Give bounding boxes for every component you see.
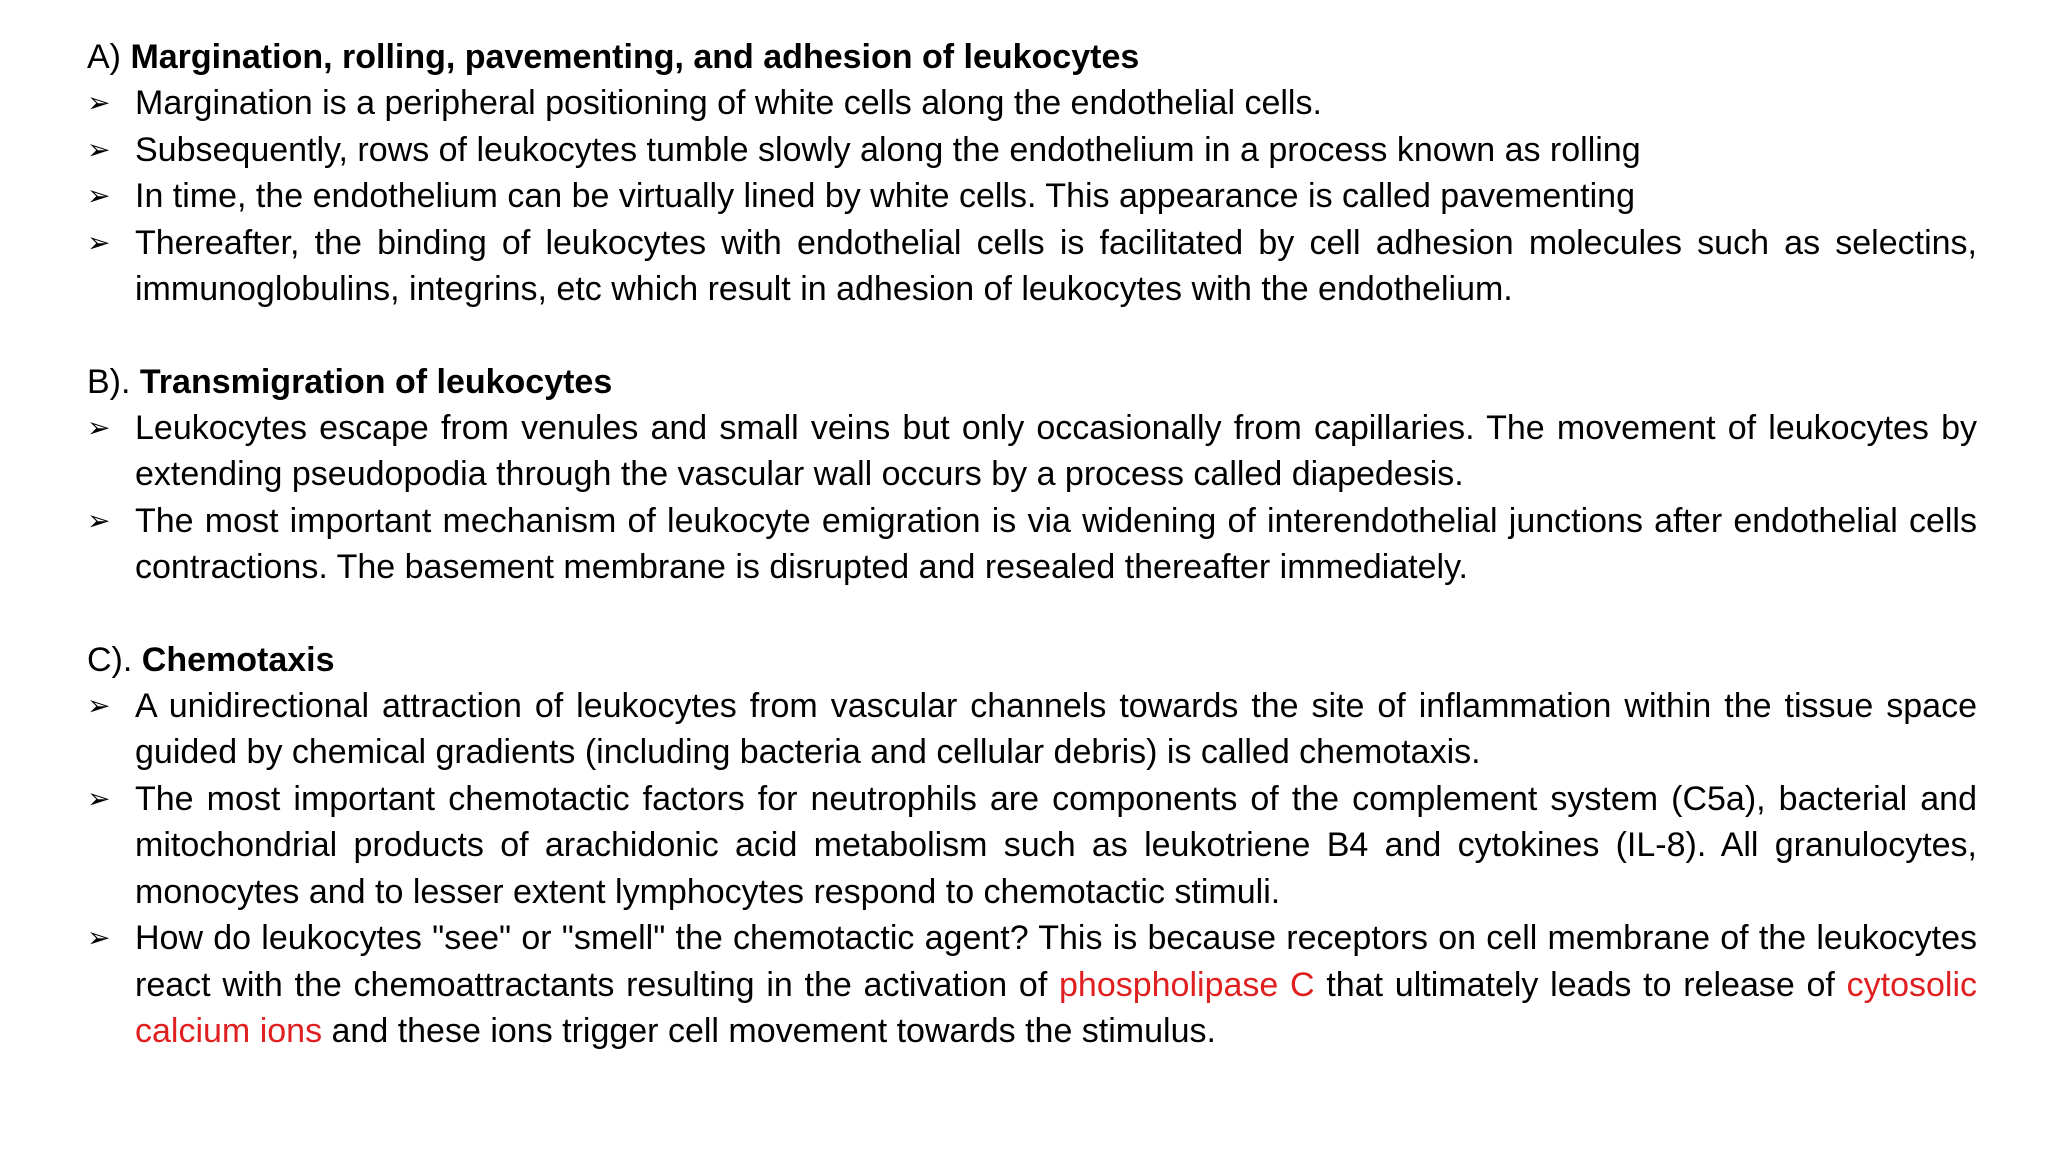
bullet-item <box>87 173 1977 220</box>
bullet-item <box>87 80 1977 127</box>
section-heading <box>87 359 1977 405</box>
section-prefix: B). <box>87 362 140 401</box>
bullet-list <box>87 683 1977 1055</box>
bullet-text: Thereafter, the binding of leukocytes with endothelial cells is facilitated by cell adhesion molecules such as selectins, immunoglobulins, integrins, etc which result in adhesion of leukocytes with the endothelium. <box>135 223 1977 308</box>
section-title: Transmigration of leukocytes <box>139 362 613 401</box>
arrowhead-bullet-icon: ➢ <box>87 87 111 118</box>
arrowhead-bullet-icon: ➢ <box>87 689 111 721</box>
bullet-item <box>87 405 1977 498</box>
bullet-text: A unidirectional attraction of leukocytes from vascular channels towards the site of inflammation within the tissue space guided by chemical gradients (including bacteria and cellular debris) is called chemotaxis. <box>135 686 1977 771</box>
arrowhead-bullet-icon: ➢ <box>87 133 111 165</box>
section-heading <box>87 34 1977 80</box>
bullet-item <box>87 220 1977 313</box>
bullet-text-part: that ultimately leads to release of <box>1314 965 1847 1004</box>
bullet-item <box>87 498 1977 591</box>
slide-content <box>87 34 1977 1055</box>
bullet-text: Leukocytes escape from venules and small veins but only occasionally from capillaries. The movement of leukocytes by extending pseudopodia through the vascular wall occurs by a process called diapedesis. <box>135 408 1977 493</box>
arrowhead-bullet-icon: ➢ <box>87 504 111 536</box>
bullet-text: Subsequently, rows of leukocytes tumble slowly along the endothelium in a process known as rolling <box>135 130 1641 169</box>
section-prefix: C). <box>87 640 142 679</box>
arrowhead-bullet-icon: ➢ <box>87 922 111 953</box>
arrowhead-bullet-icon: ➢ <box>87 226 111 258</box>
bullet-item <box>87 915 1977 1055</box>
section-heading <box>87 637 1977 683</box>
section-title: Chemotaxis <box>141 640 335 679</box>
highlighted-term-phospholipase: phospholipase C <box>1059 965 1315 1004</box>
bullet-list <box>87 80 1977 313</box>
bullet-item <box>87 776 1977 916</box>
bullet-text-part: and these ions trigger cell movement towards the stimulus. <box>322 1012 1216 1050</box>
bullet-text: In time, the endothelium can be virtually lined by white cells. This appearance is called pavementing <box>135 177 1635 215</box>
bullet-text: The most important chemotactic factors for neutrophils are components of the complement system (C5a), bacterial and mitochondrial products of arachidonic acid metabolism such as leukotriene B4 and cytokines (IL-8). All granulocytes, monocytes and to lesser extent lymphocytes respond to chemotactic stimuli. <box>135 779 1977 911</box>
section-chemotaxis <box>87 637 1977 1055</box>
bullet-text: Margination is a peripheral positioning of white cells along the endothelial cells. <box>135 84 1322 122</box>
section-prefix: A) <box>87 38 131 76</box>
bullet-item <box>87 127 1977 174</box>
section-title: Margination, rolling, pavementing, and adhesion of leukocytes <box>130 38 1140 76</box>
bullet-text-part: How do leukocytes "see" or "smell" the chemotactic agent? This is because receptors on cell membrane of the leukocytes react with the chemoattractants resulting in the activation of <box>135 919 1977 1004</box>
bullet-list <box>87 405 1977 591</box>
section-margination <box>87 34 1977 313</box>
bullet-item <box>87 683 1977 776</box>
arrowhead-bullet-icon: ➢ <box>87 782 111 814</box>
section-transmigration <box>87 359 1977 591</box>
arrowhead-bullet-icon: ➢ <box>87 411 111 443</box>
arrowhead-bullet-icon: ➢ <box>87 180 111 211</box>
highlighted-term-calcium: cytosolic calcium ions <box>135 965 1977 1050</box>
bullet-text: The most important mechanism of leukocyte emigration is via widening of interendothelial junctions after endothelial cells contractions. The basement membrane is disrupted and resealed thereafter immediately. <box>135 501 1977 586</box>
